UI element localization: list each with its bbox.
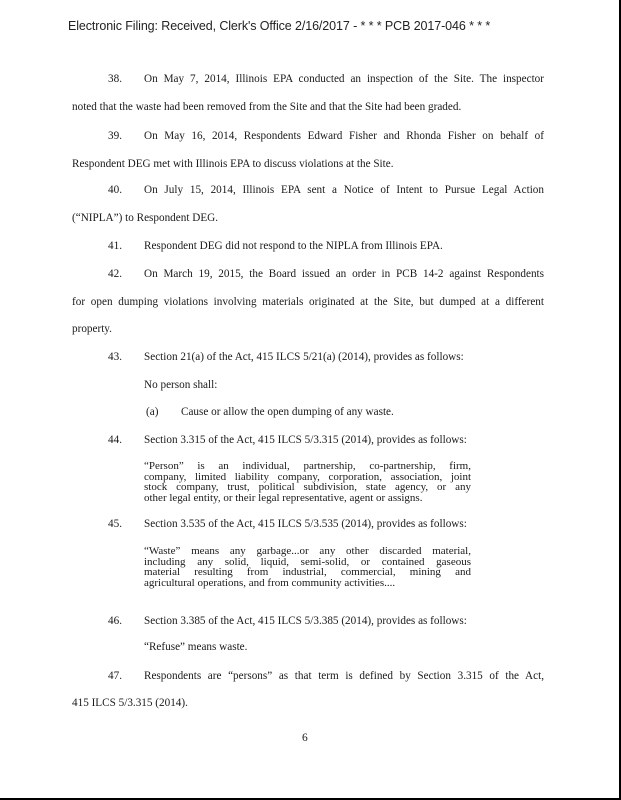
paragraph-number: 46.	[108, 615, 122, 627]
statute-intro: No person shall:	[144, 379, 218, 391]
paragraph-text: Section 3.535 of the Act, 415 ILCS 5/3.535 (2014), provides as follows:	[144, 518, 467, 530]
statute-item-label: (a)	[146, 406, 159, 418]
paragraph-text: On May 7, 2014, Illinois EPA conducted an inspection of the Site. The inspector	[144, 73, 544, 85]
paragraph-number: 47.	[108, 670, 122, 682]
paragraph-text: (“NIPLA”) to Respondent DEG.	[72, 212, 219, 224]
quote-line: agricultural operations, and from community activities....	[144, 577, 396, 590]
paragraph-text: 415 ILCS 5/3.315 (2014).	[72, 697, 188, 709]
paragraph-text: On July 15, 2014, Illinois EPA sent a Notice of Intent to Pursue Legal Action	[144, 184, 544, 196]
paragraph-text: property.	[72, 323, 112, 335]
statute-quote: “Refuse” means waste.	[144, 641, 248, 653]
paragraph-text: Respondent DEG met with Illinois EPA to discuss violations at the Site.	[72, 158, 394, 170]
paragraph-text: Section 21(a) of the Act, 415 ILCS 5/21(a) (2014), provides as follows:	[144, 351, 464, 363]
paragraph-text: Respondents are “persons” as that term is defined by Section 3.315 of the Act,	[144, 670, 544, 682]
block-quote	[144, 461, 471, 504]
quote-line: company, limited liability company, corporation, association, joint	[144, 470, 471, 483]
paragraph-text: On March 19, 2015, the Board issued an order in PCB 14-2 against Respondents	[144, 268, 544, 280]
paragraph-text: On May 16, 2014, Respondents Edward Fisher and Rhonda Fisher on behalf of	[144, 130, 544, 142]
quote-line: stock company, trust, political subdivision, state agency, or any	[144, 481, 471, 494]
page-number: 6	[302, 732, 308, 744]
paragraph-number: 39.	[108, 130, 122, 142]
paragraph-number: 45.	[108, 518, 122, 530]
statute-item-text: Cause or allow the open dumping of any waste.	[181, 406, 394, 418]
paragraph-text: Section 3.315 of the Act, 415 ILCS 5/3.315 (2014), provides as follows:	[144, 434, 467, 446]
quote-line: other legal entity, or their legal representative, agent or assigns.	[144, 492, 423, 505]
paragraph-text: Respondent DEG did not respond to the NIPLA from Illinois EPA.	[144, 240, 443, 252]
paragraph-text: Section 3.385 of the Act, 415 ILCS 5/3.385 (2014), provides as follows:	[144, 615, 467, 627]
quote-line: “Person” is an individual, partnership, co-partnership, firm,	[144, 460, 471, 472]
quote-line: material resulting from industrial, commercial, mining and	[144, 566, 471, 579]
paragraph-text: noted that the waste had been removed from the Site and that the Site had been graded.	[72, 101, 462, 113]
paragraph-number: 40.	[108, 184, 122, 196]
block-quote	[144, 546, 471, 589]
paragraph-number: 41.	[108, 240, 122, 252]
quote-line: “Waste” means any garbage...or any other discarded material,	[144, 545, 471, 557]
paragraph-number: 42.	[108, 268, 122, 280]
paragraph-number: 44.	[108, 434, 122, 446]
filing-header: Electronic Filing: Received, Clerk's Office 2/16/2017 - * * * PCB 2017-046 * * *	[68, 19, 491, 33]
quote-line: including any solid, liquid, semi-solid, or contained gaseous	[144, 555, 471, 568]
paragraph-text: for open dumping violations involving materials originated at the Site, but dumped at a different	[72, 296, 544, 308]
paragraph-number: 38.	[108, 73, 122, 85]
paragraph-number: 43.	[108, 351, 122, 363]
